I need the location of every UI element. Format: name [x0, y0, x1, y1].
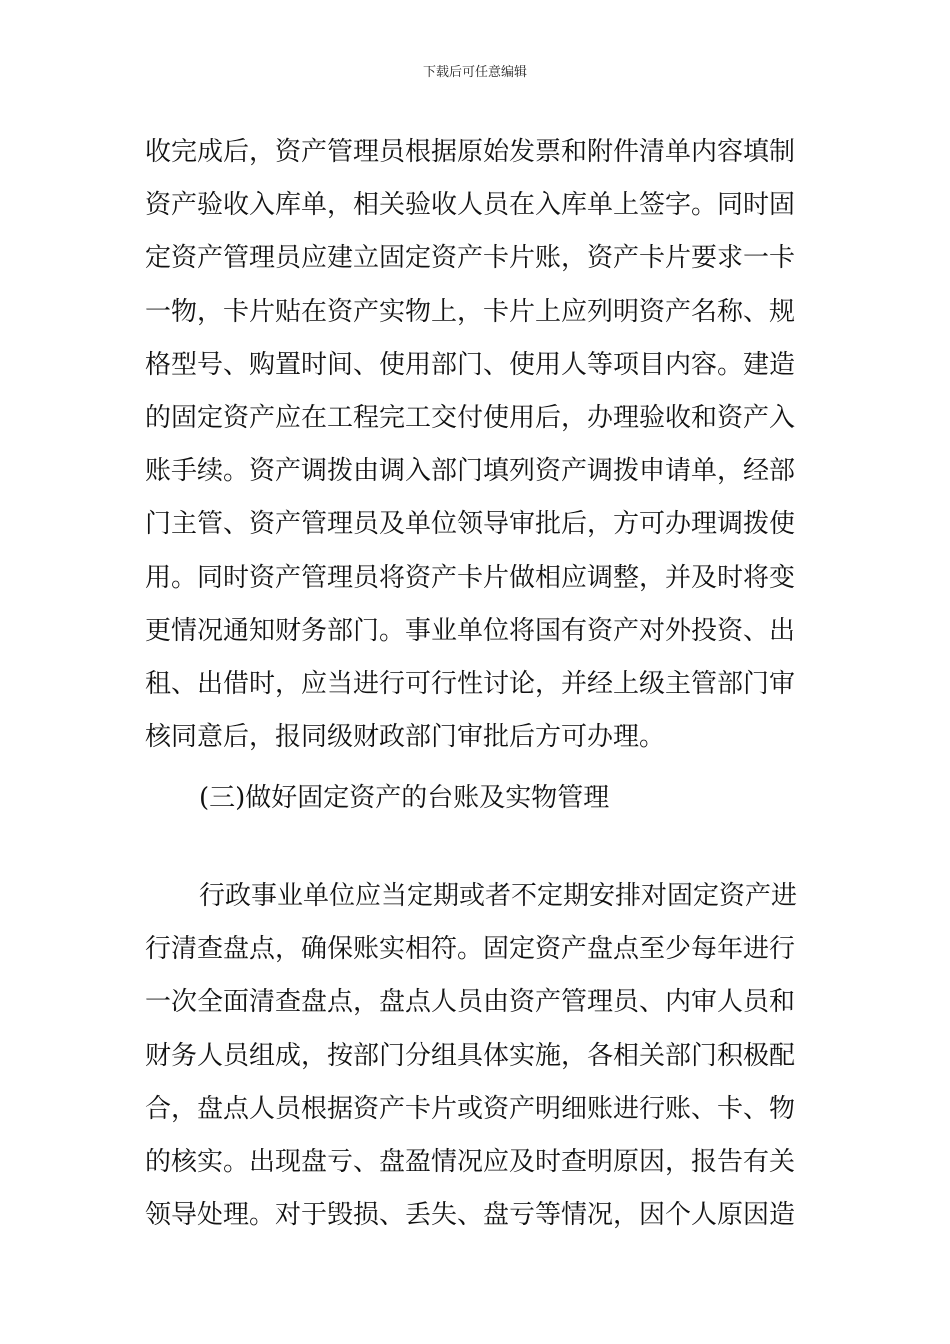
- text-line: 合，盘点人员根据资产卡片或资产明细账进行账、卡、物: [145, 1093, 796, 1124]
- text-line: 核同意后，报同级财政部门审批后方可办理。: [145, 722, 666, 753]
- text-line: 门主管、资产管理员及单位领导审批后，方可办理调拨使: [145, 509, 796, 540]
- paragraph-2: [145, 870, 809, 1242]
- text-line: 财务人员组成，按部门分组具体实施，各相关部门积极配: [145, 1040, 796, 1071]
- text-line: 一次全面清查盘点，盘点人员由资产管理员、内审人员和: [145, 987, 796, 1018]
- text-line: 收完成后，资产管理员根据原始发票和附件清单内容填制: [145, 137, 796, 167]
- text-line: 资产验收入库单，相关验收人员在入库单上签字。同时固: [145, 190, 796, 221]
- text-line: 的核实。出现盘亏、盘盈情况应及时查明原因，报告有关: [145, 1146, 796, 1177]
- text-line: 格型号、购置时间、使用部门、使用人等项目内容。建造: [145, 349, 796, 380]
- section-heading: (三)做好固定资产的台账及实物管理: [199, 783, 610, 813]
- text-line: 定资产管理员应建立固定资产卡片账，资产卡片要求一卡: [145, 243, 796, 274]
- text-line: 账手续。资产调拨由调入部门填列资产调拨申请单，经部: [145, 456, 796, 487]
- paragraph-1: [145, 126, 809, 764]
- text-line: 行政事业单位应当定期或者不定期安排对固定资产进: [199, 881, 798, 911]
- text-line: 租、出借时，应当进行可行性讨论，并经上级主管部门审: [145, 668, 796, 699]
- text-line: 的固定资产应在工程完工交付使用后，办理验收和资产入: [145, 402, 796, 433]
- text-line: 用。同时资产管理员将资产卡片做相应调整，并及时将变: [145, 562, 796, 593]
- text-line: 领导处理。对于毁损、丢失、盘亏等情况，因个人原因造: [145, 1200, 796, 1231]
- text-line: 更情况通知财务部门。事业单位将国有资产对外投资、出: [145, 615, 796, 646]
- text-line: 行清查盘点，确保账实相符。固定资产盘点至少每年进行: [145, 934, 796, 965]
- text-line: 一物，卡片贴在资产实物上，卡片上应列明资产名称、规: [145, 296, 796, 327]
- page-header: 下载后可任意编辑: [422, 65, 527, 80]
